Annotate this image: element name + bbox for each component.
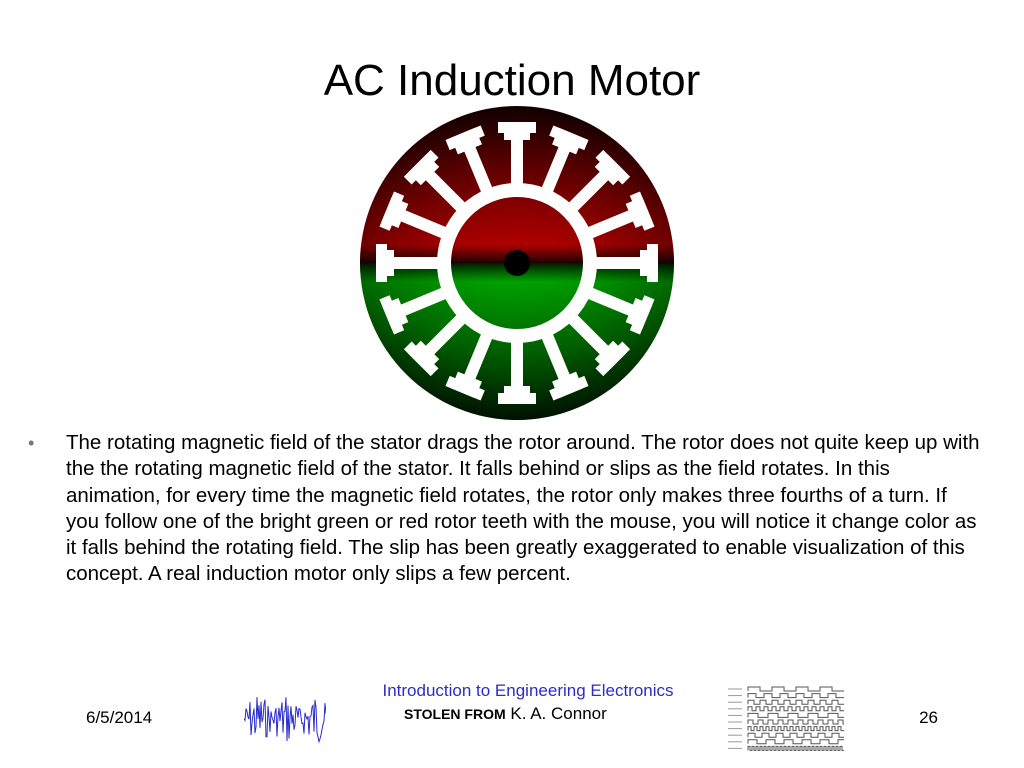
bullet-text: The rotating magnetic field of the stator drags the rotor around. The rotor does not quite keep up with the the rotating magnetic field of the stator. It falls behind or slips as the field rotates. In this animation, for every time the magnetic field rotates, the rotor only makes three fourths of a turn. If you follow one of the bright green or red rotor teeth with the mouse, you will notice it change color as it falls behind the rotating field. The slip has been greatly exaggerated to enable visualization of this concept. A real induction motor only slips a few percent.: [66, 431, 980, 586]
footer-course-title: Introduction to Engineering Electronics: [382, 681, 674, 700]
slide-title: AC Induction Motor: [323, 56, 701, 105]
credit-prefix: STOLEN FROM: [404, 706, 506, 722]
footer-credit: [404, 704, 607, 724]
footer-date: 6/5/2014: [86, 708, 153, 727]
bullet-marker: •: [28, 433, 35, 453]
page-number: 26: [919, 708, 938, 727]
credit-name: K. A. Connor: [510, 704, 607, 723]
induction-motor-animation: [358, 104, 676, 422]
digital-timing-graphic: [726, 684, 846, 752]
rotor-shaft: [504, 250, 530, 276]
